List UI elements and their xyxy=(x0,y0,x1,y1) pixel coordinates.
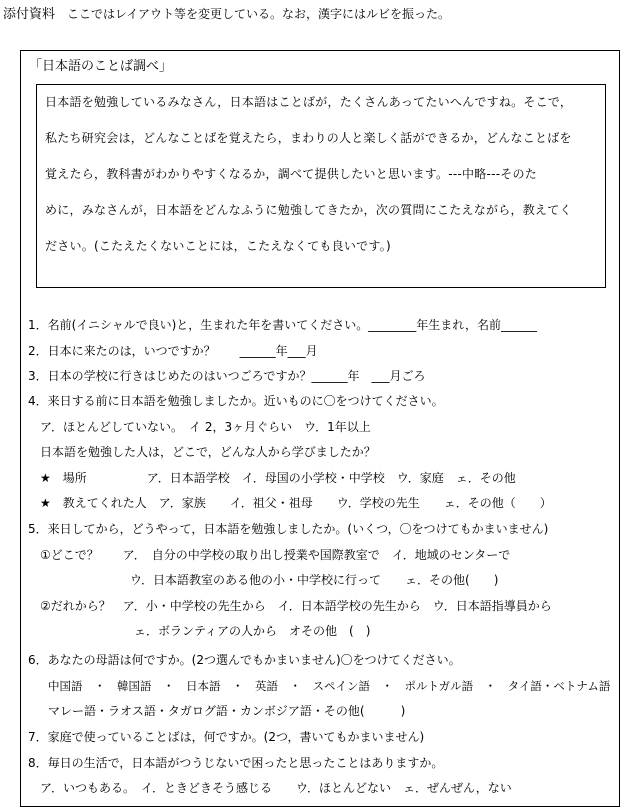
question-7: 7．家庭で使っていることばは，何ですか。(2つ，書いてもかまいません) xyxy=(28,730,425,744)
layout-note: ここではレイアウト等を変更している。なお，漢字にはルビを振った。 xyxy=(67,7,451,21)
question-5-who-cont: ェ．ボランティアの人から オその他 ( ) xyxy=(134,624,371,638)
question-3: 3．日本の学校に行きはじめたのはいつごろですか？______年 ___月ごろ xyxy=(28,369,426,383)
question-8: 8．毎日の生活で，日本語がつうじないで困ったと思ったことはありますか。 xyxy=(28,756,444,770)
question-2: 2．日本に来たのは，いつですか？ ______年___月 xyxy=(28,344,318,358)
question-6: 6．あなたの母語は何ですか。(2つ選んでもかまいません)〇をつけてください。 xyxy=(28,653,461,667)
question-6-languages-cont: マレー語・ラオス語・タガログ語・カンボジア語・その他( ) xyxy=(48,704,406,718)
intro-line: 私たち研究会は，どんなことばを覚えたら，まわりの人と楽しく話ができるか，どんなことばを xyxy=(45,131,572,145)
question-4-options: ア．ほとんどしていない。 イ 2，3ヶ月ぐらい ウ．1年以上 xyxy=(40,420,371,434)
question-4-place: ★ 場所 ア．日本語学校 イ．母国の小学校・中学校 ウ．家庭 ェ．その他 xyxy=(40,471,516,485)
intro-line: ださい。(こたえたくないことには，こたえなくても良いです。) xyxy=(45,239,391,253)
question-4-followup: 日本語を勉強した人は，どこで，どんな人から学びましたか？ xyxy=(40,445,376,459)
question-4: 4．来日する前に日本語を勉強しましたか。近いものに〇をつけてください。 xyxy=(28,394,444,408)
intro-line: 日本語を勉強しているみなさん，日本語はことばが，たくさんあってたいへんですね。そこで， xyxy=(45,95,573,109)
question-8-options: ア．いつもある。 イ．ときどきそう感じる ウ．ほとんどない ェ．ぜんぜん，ない xyxy=(40,781,512,795)
intro-line: 覚えたら，教科書がわかりやすくなるか，調べて提供したいと思います。---中略---そのた xyxy=(45,167,538,181)
intro-line: めに，みなさんが，日本語をどんなふうに勉強してきたか，次の質問にこたえながら，教えてく xyxy=(45,203,572,217)
question-5-where: ①どこで？ ア． 自分の中学校の取り出し授業や国際教室で イ．地域のセンターで xyxy=(40,548,511,562)
question-1: 1．名前(イニシャルで良い)と，生まれた年を書いてください。________年生まれ，名前______ xyxy=(28,318,538,332)
survey-title: 「日本語のことば調べ」 xyxy=(29,59,173,74)
intro-box xyxy=(36,84,606,288)
question-5-who: ②だれから？ ア．小・中学校の先生から イ．日本語学校の先生から ウ．日本語指導員から xyxy=(40,599,552,613)
question-5: 5．来日してから，どうやって，日本語を勉強しましたか。(いくつ，〇をつけてもかまいません) xyxy=(28,522,549,536)
attachment-title: 添付資料 xyxy=(3,7,56,22)
document-header xyxy=(3,6,450,23)
question-6-languages: 中国語 ・ 韓国語 ・ 日本語 ・ 英語 ・ スペイン語 ・ ポルトガル語 ・ タイ語・ベトナム語 xyxy=(48,679,611,693)
question-4-teacher: ★ 教えてくれた人 ア．家族 イ．祖父・祖母 ウ．学校の先生 ェ．その他（ ） xyxy=(40,496,552,510)
question-5-where-cont: ウ．日本語教室のある他の小・中学校に行って ェ．その他( ) xyxy=(130,573,499,587)
